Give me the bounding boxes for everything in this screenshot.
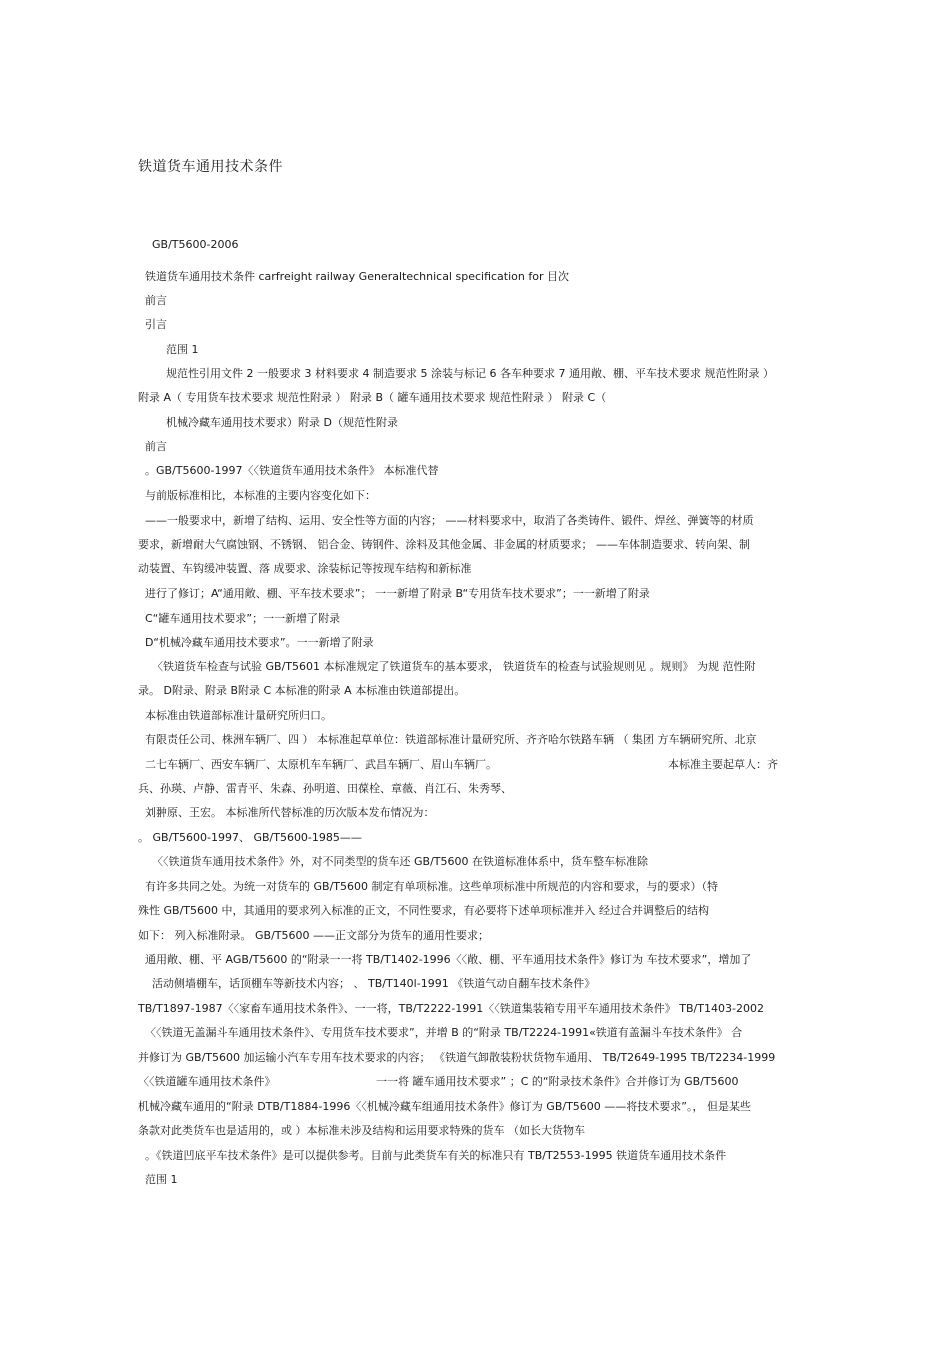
doc-line: 本标准主要起草人：齐 [668, 758, 778, 771]
doc-line: 条款对此类货车也是适用的，或 ）本标准未涉及结构和运用要求特殊的货车 （如长大货物车 [138, 1124, 585, 1137]
doc-line: 与前版标准相比，本标准的主要内容变化如下： [145, 489, 376, 502]
doc-line: 〈铁道货车检查与试验 GB/T5601 本标准规定了铁道货车的基本要求， 铁道货车的检查与试验规则见 。规则》 为规 范性附 [152, 660, 756, 673]
doc-line: D“机械冷藏车通用技术要求”。一一新增了附录 [145, 636, 374, 649]
doc-line: 附录 A（ 专用货车技术要求 规范性附录 ） 附录 B（ 罐车通用技术要求 规范性附录 ） 附录 C（ [138, 391, 607, 404]
doc-line: 通用敞、棚、平 AGB/T5600 的“附录一一将 TB/T1402-1996〈〈敞、棚、平车通用技术条件》修订为 车技术要求”，增加了 [145, 953, 752, 966]
doc-line: 活动侧墙棚车，话顶棚车等新技术内容； 、 TB/T140l-1991 《铁道气动自翻车技术条件》 [152, 977, 596, 990]
doc-line: 。 GB/T5600-1997、 GB/T5600-1985—— [138, 831, 362, 844]
doc-line: C“罐车通用技术要求”；一一新增了附录 [145, 612, 341, 625]
doc-line: 前言 [145, 440, 167, 453]
doc-line: 引言 [145, 318, 167, 331]
doc-line: 机械冷藏车通用的“附录 DTB/T1884-1996〈〈机械冷藏车组通用技术条件》修订为 GB/T5600 ——将技术要求”。， 但是某些 [138, 1100, 751, 1113]
doc-line: 一一将 罐车通用技术要求” ；C 的“附录技术条件》合并修订为 GB/T5600 [376, 1075, 739, 1088]
doc-line: 铁道货车通用技术条件 carfreight railway Generaltechnical specification for 目次 [145, 270, 569, 283]
doc-line: 〈〈铁道货车通用技术条件》外，对不同类型的货车还 GB/T5600 在铁道标准体系中，货车整车标准除 [152, 855, 648, 868]
doc-line: 前言 [145, 294, 167, 307]
doc-line: 动装置、车钩缓冲装置、落 成要求、涂装标记等按现车结构和新标准 [138, 562, 472, 575]
doc-line: 范围 1 [145, 1173, 178, 1186]
doc-line: 。GB/T5600-1997〈〈铁道货车通用技术条件》 本标准代替 [145, 464, 439, 477]
doc-line: 范围 1 [166, 343, 199, 356]
document-title: 铁道货车通用技术条件 [138, 159, 283, 175]
doc-line: 殊性 GB/T5600 中，其通用的要求列入标准的正文，不同性要求，有必要将下述单项标准并入 经过合并调整后的结构 [138, 904, 709, 917]
doc-line: 有许多共同之处。为统一对货车的 GB/T5600 制定有单项标准。这些单项标准中所规范的内容和要求，与的要求）（特 [145, 880, 718, 893]
doc-line: 二七车辆厂、西安车辆厂、太原机车车辆厂、武昌车辆厂、眉山车辆厂。 [145, 758, 497, 771]
doc-line: 录。 D附录、附录 B附录 C 本标准的附录 A 本标准由铁道部提出。 [138, 684, 466, 697]
doc-line: TB/T1897-1987〈〈家畜车通用技术条件》、一一将，TB/T2222-1991〈〈铁道集装箱专用平车通用技术条件》 TB/T1403-2002 [138, 1002, 764, 1015]
doc-line: 规范性引用文件 2 一般要求 3 材料要求 4 制造要求 5 涂装与标记 6 各车种要求 7 通用敞、棚、平车技术要求 规范性附录 ） [166, 367, 774, 380]
doc-line: 进行了修订；A“通用敞、棚、平车技术要求”； 一一新增了附录 B“专用货车技术要求”；一一新增了附录 [145, 587, 650, 600]
doc-line: 刘翀原、王宏。 本标准所代替标准的历次版本发布情况为： [145, 806, 435, 819]
doc-line: 。《铁道凹底平车技术条件》是可以提供参考。目前与此类货车有关的标准只有 TB/T2553-1995 铁道货车通用技术条件 [145, 1149, 727, 1162]
doc-line: 机械冷藏车通用技术要求）附录 D（规范性附录 [166, 416, 398, 429]
doc-line: 〈〈铁道无盖漏斗车通用技术条件》、专用货车技术要求”，并增 B 的“附录 TB/T2224-1991«铁道有盖漏斗车技术条件》 合 [145, 1026, 743, 1039]
doc-line: 要求，新增耐大气腐蚀钢、不锈钢、 铝合金、铸钢件、涂料及其他金属、非金属的材质要求； ——车体制造要求、转向架、制 [138, 538, 750, 551]
doc-line: 兵、孙瑛、卢静、雷青平、朱森、孙明道、田葆栓、章薇、肖江石、朱秀琴、 [138, 782, 512, 795]
doc-line: ——一般要求中，新增了结构、运用、安全性等方面的内容； ——材料要求中，取消了各类铸件、锻件、焊丝、弹簧等的材质 [145, 514, 754, 527]
doc-line: 本标准由铁道部标准计量研究所归口。 [145, 709, 332, 722]
doc-line: 有限责任公司、株洲车辆厂、四 ） 本标准起草单位：铁道部标准计量研究所、齐齐哈尔铁路车辆 （ 集团 方车辆研究所、北京 [145, 733, 757, 746]
doc-line: 如下： 列入标准附录。 GB/T5600 ——正文部分为货车的通用性要求； [138, 929, 489, 942]
doc-line: 〈〈铁道罐车通用技术条件》 [138, 1075, 276, 1088]
standard-number: GB/T5600-2006 [152, 238, 239, 251]
doc-line: 并修订为 GB/T5600 加运输小汽车专用车技术要求的内容； 《铁道气卸散装粉状货物车通用、 TB/T2649-1995 TB/T2234-1999 [138, 1051, 776, 1064]
